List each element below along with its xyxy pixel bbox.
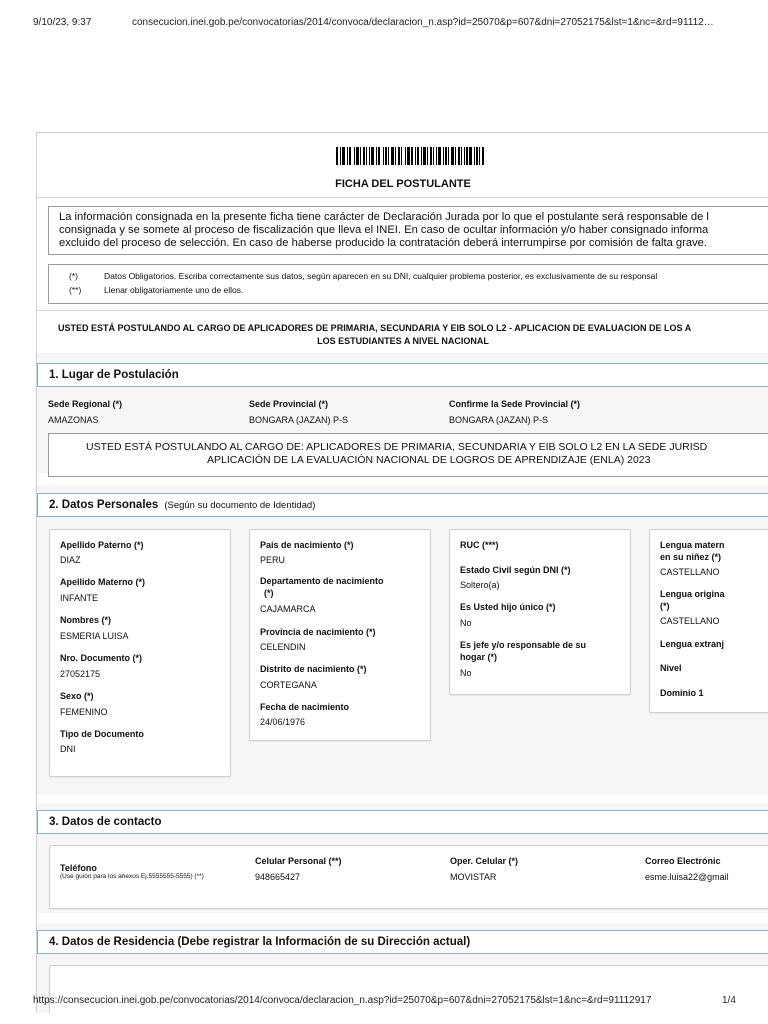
position-banner-line-1: USTED ESTÁ POSTULANDO AL CARGO DE APLICADORES DE PRIMARIA, SECUNDARIA Y EIB SOLO L2 - APLICACION DE EVALUACION DE LOS A [58, 323, 692, 333]
lengua-materna-value: CASTELLANO [660, 567, 720, 577]
lengua-materna-label-2: en su niñez (*) [660, 552, 722, 562]
correo-label: Correo Electrónic [645, 856, 721, 866]
fecha-nacimiento-label: Fecha de nacimiento [260, 702, 350, 712]
note-mark-1: (*) [69, 271, 78, 281]
tipo-documento-value: DNI [60, 744, 76, 754]
jefe-hogar-value: No [460, 668, 472, 678]
personal-card-3 [449, 529, 631, 695]
divider [37, 310, 768, 311]
section-2-subtitle: (Según su documento de Identidad) [164, 500, 316, 511]
ruc-label: RUC (***) [460, 540, 499, 550]
note-text-2: Llenar obligatoriamente uno de ellos. [104, 285, 244, 295]
correo-value: esme.luisa22@gmail [645, 872, 729, 882]
declaration-box [48, 206, 768, 255]
personal-card-2 [249, 529, 431, 741]
form-title: FICHA DEL POSTULANTE [335, 178, 471, 190]
print-url-footer: https://consecucion.inei.gob.pe/convocatorias/2014/convoca/declaracion_n.asp?id=25070&p=607&dni=27052175&lst=1&nc=&rd=91112917 [33, 995, 652, 1006]
lengua-originaria-label-2: (*) [660, 601, 670, 611]
sede-provincial-value: BONGARA (JAZAN) P-S [249, 415, 349, 425]
sede-regional-value: AMAZONAS [48, 415, 99, 425]
provincia-label: Provincia de nacimiento (*) [260, 627, 376, 637]
position-notice-box [48, 433, 768, 477]
lengua-originaria-label: Lengua origina [660, 589, 725, 599]
nivel-label: Nivel [660, 663, 682, 673]
position-notice-line-1: USTED ESTÁ POSTULANDO AL CARGO DE: APLICADORES DE PRIMARIA, SECUNDARIA Y EIB SOLO L2 EN LA SEDE JURISD [86, 441, 708, 453]
lengua-extranjera-label: Lengua extranj [660, 639, 725, 649]
note-mark-2: (**) [69, 285, 82, 295]
notes-box [48, 264, 768, 304]
form-page [36, 132, 768, 1013]
estado-civil-label: Estado Civil según DNI (*) [460, 565, 571, 575]
hijo-unico-value: No [460, 618, 472, 628]
telefono-label: Teléfono [60, 863, 97, 873]
jefe-hogar-label-2: hogar (*) [460, 652, 497, 662]
lengua-materna-label: Lengua matern [660, 540, 725, 550]
distrito-label: Distrito de nacimiento (*) [260, 664, 367, 674]
declaration-line-3: excluido del proceso de selección. En caso de haberse producido la contratación deberá interrumpirse por comisión de falta grave. [59, 237, 708, 249]
section-4-title: 4. Datos de Residencia (Debe registrar la Información de su Dirección actual) [37, 930, 768, 954]
pais-nacimiento-label: País de nacimiento (*) [260, 540, 354, 550]
sede-regional-label: Sede Regional (*) [48, 399, 123, 409]
celular-value: 948665427 [255, 872, 301, 882]
sede-provincial-label: Sede Provincial (*) [249, 399, 329, 409]
apellido-materno-label: Apellido Materno (*) [60, 577, 145, 587]
print-page-number: 1/4 [722, 995, 736, 1006]
sexo-value: FEMENINO [60, 707, 108, 717]
departamento-value: CAJAMARCA [260, 604, 316, 614]
declaration-line-2: consignada y se somete al proceso de fiscalización que lleva el INEI. En caso de ocultar información y/o haber consignado informa [59, 224, 709, 236]
print-url-header: consecucion.inei.gob.pe/convocatorias/2014/convoca/declaracion_n.asp?id=25070&p=607&dni=27052175&lst=1&nc=&rd=91112… [132, 17, 714, 28]
section-3-title: 3. Datos de contacto [37, 810, 768, 834]
nombres-value: ESMERIA LUISA [60, 631, 129, 641]
telefono-hint: (Use guión para los anexos Ej.5555555-5555) (**) [60, 873, 204, 880]
dominio-label: Dominio 1 [660, 688, 704, 698]
title-divider [37, 197, 768, 198]
contact-card [49, 845, 768, 909]
provincia-value: CELENDIN [260, 642, 306, 652]
lengua-originaria-value: CASTELLANO [660, 616, 720, 626]
nombres-label: Nombres (*) [60, 615, 112, 625]
pais-nacimiento-value: PERU [260, 555, 286, 565]
distrito-value: CORTEGANA [260, 680, 317, 690]
section-1-title: 1. Lugar de Postulación [37, 363, 768, 387]
nro-documento-value: 27052175 [60, 669, 101, 679]
confirme-sede-label: Confirme la Sede Provincial (*) [449, 399, 581, 409]
departamento-label-required: (*) [264, 588, 274, 598]
departamento-label: Departamento de nacimiento [260, 576, 384, 586]
jefe-hogar-label: Es jefe y/o responsable de su [460, 640, 587, 650]
celular-label: Celular Personal (**) [255, 856, 342, 866]
confirme-sede-value: BONGARA (JAZAN) P-S [449, 415, 549, 425]
hijo-unico-label: Es Usted hijo único (*) [460, 602, 556, 612]
apellido-materno-value: INFANTE [60, 593, 99, 603]
section-2-title: 2. Datos Personales (Según su documento de Identidad) [37, 493, 768, 517]
operador-value: MOVISTAR [450, 872, 497, 882]
personal-card-1 [49, 529, 231, 777]
fecha-nacimiento-value: 24/06/1976 [260, 717, 306, 727]
apellido-paterno-label: Apellido Paterno (*) [60, 540, 144, 550]
operador-label: Oper. Celular (*) [450, 856, 519, 866]
estado-civil-value: Soltero(a) [460, 580, 500, 590]
tipo-documento-label: Tipo de Documento [60, 729, 144, 739]
declaration-line-1: La información consignada en la presente ficha tiene carácter de Declaración Jurada por lo que el postulante será responsable de l [59, 211, 709, 223]
note-text-1: Datos Obligatorios. Escriba correctamente sus datos, según aparecen en su DNI, cualquier problema posterior, es exclusivamente de su responsal [104, 271, 658, 281]
sexo-label: Sexo (*) [60, 691, 94, 701]
position-banner-line-2: LOS ESTUDIANTES A NIVEL NACIONAL [317, 336, 489, 346]
apellido-paterno-value: DIAZ [60, 555, 81, 565]
print-datetime: 9/10/23, 9:37 [33, 17, 92, 28]
personal-card-4 [649, 529, 768, 713]
barcode-image [336, 147, 484, 165]
position-notice-line-2: APLICACIÓN DE LA EVALUACIÓN NACIONAL DE LOGROS DE APRENDIZAJE (ENLA) 2023 [207, 454, 651, 466]
nro-documento-label: Nro. Documento (*) [60, 653, 142, 663]
